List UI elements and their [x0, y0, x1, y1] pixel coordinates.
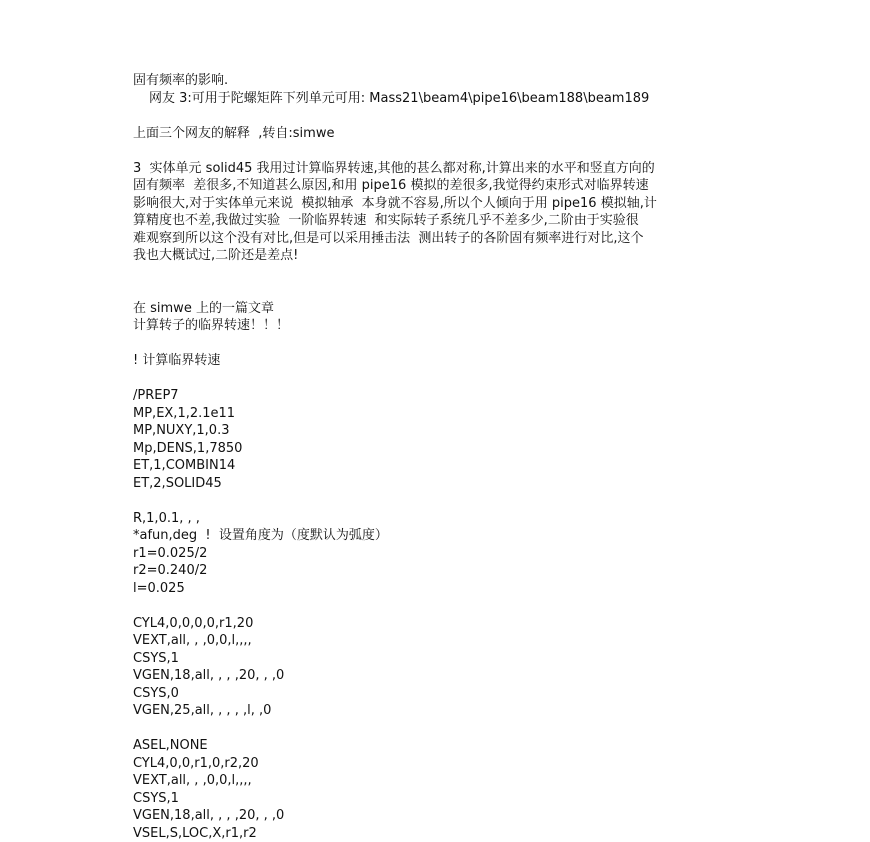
- code-block-2: [133, 510, 743, 598]
- code-line: l=0.025: [133, 580, 185, 596]
- spacer: [133, 597, 743, 615]
- spacer: [133, 142, 743, 160]
- code-line: VGEN,18,all, , , ,20, , ,0: [133, 668, 285, 683]
- code-line: r2=0.240/2: [133, 563, 208, 578]
- paragraph-3-line: 难观察到所以这个没有对比,但是可以采用捶击法 测出转子的各阶固有频率进行对比,这个: [133, 230, 644, 246]
- article-comment: ! 计算临界转速: [133, 353, 221, 368]
- paragraph-3-line: 影响很大,对于实体单元来说 模拟轴承 本身就不容易,所以个人倾向于用 pipe16 模拟轴,计: [133, 195, 657, 211]
- paragraph-3-line: 固有频率 差很多,不知道甚么原因,和用 pipe16 模拟的差很多,我觉得约束形式对临界转速: [133, 178, 649, 193]
- intro-line-3: 上面三个网友的解释 ,转自:simwe: [133, 125, 335, 141]
- code-line: CYL4,0,0,r1,0,r2,20: [133, 755, 259, 771]
- code-block-3: [133, 615, 743, 720]
- code-line: r1=0.025/2: [133, 545, 208, 561]
- intro-line-2: 网友 3:可用于陀螺矩阵下列单元可用: Mass21\beam4\pipe16\beam188\beam189: [149, 90, 650, 106]
- article-line-1: 在 simwe 上的一篇文章: [133, 300, 274, 316]
- intro-line-1: 固有频率的影响.: [133, 73, 229, 88]
- code-line: VGEN,18,all, , , ,20, , ,0: [133, 808, 285, 823]
- code-line: R,1,0.1, , ,: [133, 510, 200, 526]
- code-line: Mp,DENS,1,7850: [133, 440, 243, 456]
- code-line: MP,NUXY,1,0.3: [133, 423, 230, 438]
- spacer: [133, 107, 743, 125]
- code-line: CSYS,1: [133, 650, 179, 666]
- code-line: CSYS,1: [133, 790, 179, 806]
- spacer: [133, 492, 743, 510]
- code-line: VEXT,all, , ,0,0,l,,,,: [133, 633, 252, 648]
- spacer: [133, 265, 743, 300]
- paragraph-3-line: 算精度也不差,我做过实验 一阶临界转速 和实际转子系统几乎不差多少,二阶由于实验很: [133, 213, 639, 228]
- spacer: [133, 335, 743, 353]
- spacer: [133, 370, 743, 388]
- code-line: ET,2,SOLID45: [133, 475, 222, 491]
- document-page: [133, 72, 743, 842]
- code-line: VGEN,25,all, , , , ,l, ,0: [133, 703, 272, 718]
- spacer: [133, 720, 743, 738]
- code-line: VSEL,S,LOC,X,r1,r2: [133, 825, 257, 841]
- paragraph-3: [133, 160, 743, 265]
- code-line: CSYS,0: [133, 685, 179, 701]
- code-line: ASEL,NONE: [133, 738, 208, 753]
- article-line-2: 计算转子的临界转速！！！: [133, 318, 290, 333]
- paragraph-3-line: 我也大概试过,二阶还是差点!: [133, 248, 299, 263]
- code-block-1: [133, 387, 743, 492]
- code-line: MP,EX,1,2.1e11: [133, 405, 236, 421]
- code-block-4: [133, 737, 743, 842]
- code-line: *afun,deg ! 设置角度为（度默认为弧度）: [133, 528, 388, 543]
- paragraph-3-line: 3 实体单元 solid45 我用过计算临界转速,其他的甚么都对称,计算出来的水平和竖直方向的: [133, 160, 655, 176]
- code-line: ET,1,COMBIN14: [133, 458, 236, 473]
- code-line: /PREP7: [133, 388, 179, 403]
- code-line: VEXT,all, , ,0,0,l,,,,: [133, 773, 252, 788]
- code-line: CYL4,0,0,0,0,r1,20: [133, 615, 254, 631]
